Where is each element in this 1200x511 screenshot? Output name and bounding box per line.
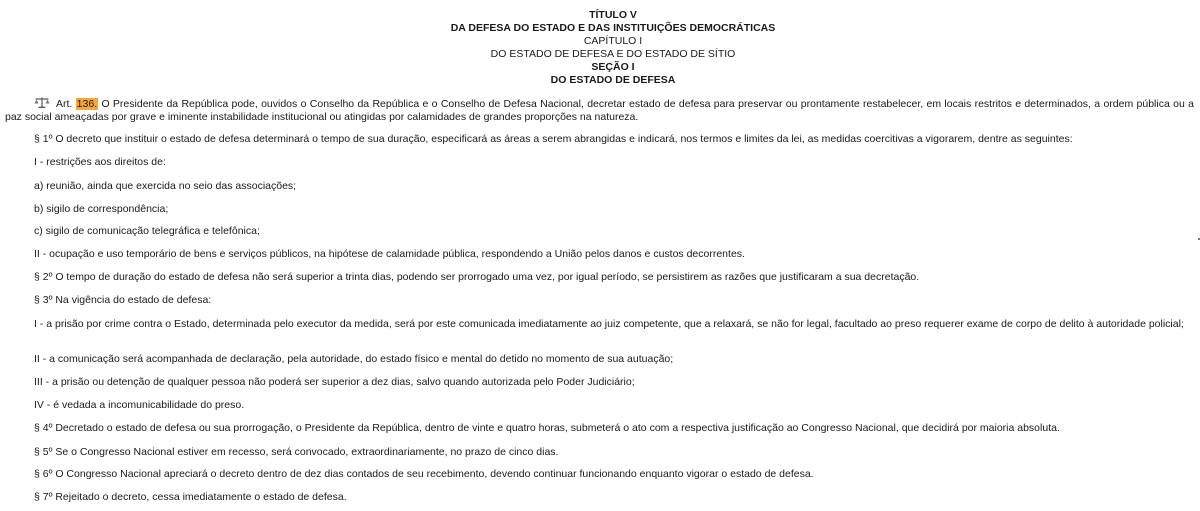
title-name: DA DEFESA DO ESTADO E DAS INSTITUIÇÕES DEMOCRÁTICAS	[450, 22, 776, 34]
article-number[interactable]: 136.	[76, 98, 98, 110]
paragraph-7: § 7º Rejeitado o decreto, cessa imediatamente o estado de defesa.	[34, 491, 347, 503]
title-heading: TÍTULO V	[589, 9, 637, 21]
section-heading: SEÇÃO I	[591, 61, 635, 73]
scales-of-justice-icon[interactable]	[34, 97, 50, 108]
paragraph-3-item-iv: IV - é vedada a incomunicabilidade do preso.	[34, 399, 245, 411]
article-label: Art.	[56, 98, 73, 110]
paragraph-1-item-ii: II - ocupação e uso temporário de bens e serviços públicos, na hipótese de calamidade pública, respondendo a União pelos danos e custos decorrentes.	[34, 248, 745, 260]
paragraph-1-item-i: I - restrições aos direitos de:	[34, 156, 166, 168]
paragraph-6: § 6º O Congresso Nacional apreciará o decreto dentro de dez dias contados de seu recebimento, devendo continuar funcionando enquanto vigorar o estado de defesa.	[34, 468, 814, 480]
section-name: DO ESTADO DE DEFESA	[550, 74, 676, 86]
paragraph-3: § 3º Na vigência do estado de defesa:	[34, 294, 212, 306]
paragraph-3-item-iii: III - a prisão ou detenção de qualquer pessoa não poderá ser superior a dez dias, salvo quando autorizada pelo Poder Judiciário;	[34, 376, 635, 388]
paragraph-4: § 4º Decretado o estado de defesa ou sua prorrogação, o Presidente da República, dentro de vinte e quatro horas, submeterá o ato com a respectiva justificação ao Congresso Nacional, que decidirá por maioria absoluta.	[34, 422, 1060, 434]
paragraph-1-item-c: c) sigilo de comunicação telegráfica e telefônica;	[34, 225, 260, 237]
document-header	[0, 9, 1200, 87]
paragraph-1-item-b: b) sigilo de correspondência;	[34, 203, 169, 215]
paragraph-2: § 2º O tempo de duração do estado de defesa não será superior a trinta dias, podendo ser prorrogado uma vez, por igual período, se persistirem as razões que justificaram a sua decretação.	[34, 271, 920, 283]
paragraph-5: § 5º Se o Congresso Nacional estiver em recesso, será convocado, extraordinariamente, no prazo de cinco dias.	[34, 446, 559, 458]
paragraph-3-item-ii: II - a comunicação será acompanhada de declaração, pela autoridade, do estado físico e mental do detido no momento de sua autuação;	[34, 353, 674, 365]
article-text: O Presidente da República pode, ouvidos o Conselho da República e o Conselho de Defesa Nacional, decretar estado de defesa para preservar ou prontamente restabelecer, em locais restritos e determinados, a ordem pública ou a paz social ameaçadas por grave e iminente instabilidade institucional ou atingidas por calamidades de grandes proporções na natureza.	[5, 98, 1194, 123]
chapter-heading: CAPÍTULO I	[583, 35, 643, 47]
paragraph-1-item-a: a) reunião, ainda que exercida no seio das associações;	[34, 180, 297, 192]
paragraph-1: § 1º O decreto que instituir o estado de defesa determinará o tempo de sua duração, especificará as áreas a serem abrangidas e indicará, nos termos e limites da lei, as medidas coercitivas a vigorarem, dentre as seguintes:	[34, 133, 1073, 145]
paragraph-3-item-i: I - a prisão por crime contra o Estado, determinada pelo executor da medida, será por este comunicada imediatamente ao juiz competente, que a relaxará, se não for legal, facultado ao preso requerer exame de corpo de delito à autoridade policial;	[34, 318, 1184, 330]
article-136	[5, 97, 1194, 124]
chapter-name: DO ESTADO DE DEFESA E DO ESTADO DE SÍTIO	[490, 48, 736, 60]
